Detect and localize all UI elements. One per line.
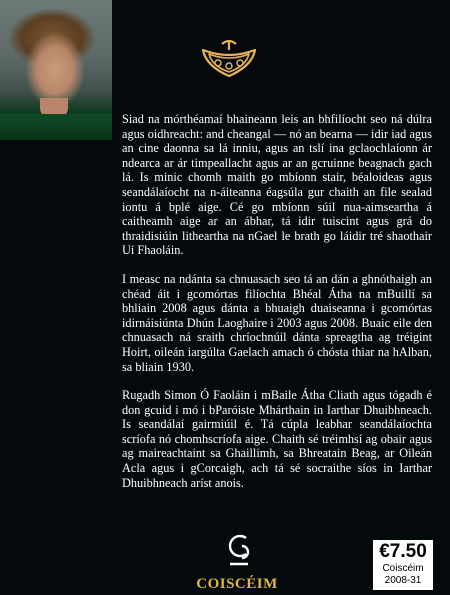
- price-value: €7.50: [379, 541, 427, 562]
- author-photo: [0, 0, 112, 140]
- blurb-paragraph-biography: Rugadh Simon Ó Faoláin i mBaile Átha Cliath agus tógadh é don gcuid i mó i bParóiste Mhárthain in Iarthar Dhuibhneach. Is seandálaí gairmiúil é. Tá cúpla leabhar seandálaíochta scríofa nó chomhscríofa aige. Chaith sé tréimhsí ag obair agus ag maireachtaint sa Ghaillimh, sa Bhreatain Beag, ar Oileán Acla agus i gCorcaigh, ach tá sé socraithe síos in Iarthar Dhuibhneach aríst anois.: [122, 388, 432, 490]
- author-photo-shirt: [0, 114, 112, 140]
- price-publisher: Coiscéim: [382, 563, 424, 574]
- coisceim-logo-icon: [226, 532, 252, 568]
- publisher-name: COISCÉIM: [196, 576, 278, 592]
- blurb-text: [122, 112, 432, 504]
- price-label: [373, 540, 433, 590]
- blurb-paragraph-themes: Siad na mórthéamaí bhaineann leis an bhfilíocht seo ná dúlra agus oidhreacht: and cheangal — nó an bearna — idir iad agus an cine daonna sa lá inniu, agus an tslí ina gclaochlaíonn ár ndearca ar ár timpeallacht agus ar an gcruinne beagnach gach lá. Is minic chomh maith go mbíonn stair, béaloideas agus seandálaíocht na n-áiteanna éagsúla gur chaith an file sealad iontu á bplé aige. Cé go mbíonn súil nua-aimseartha á caitheamh aige ar an ábhar, tá idir tuiscint agus grá do thraidisiúin litheartha na nGael le brath go láidir tré shaothair Uí Fhaoláin.: [122, 112, 432, 258]
- price-code: 2008-31: [384, 575, 422, 586]
- blurb-paragraph-contents: I measc na ndánta sa chnuasach seo tá an dán a ghnóthaigh an chéad áit i gcomórtas filíochta Bhéal Átha na mBuillí sa bhliain 2008 agus dánta a bhuaigh duaiseanna i gcomórtas idirnáisiúnta Dhún Laoghaire i 2003 agus 2008. Buaic eile den chnuasach ná sraith chríochnúil dánta spreagtha ag tréigint Hoirt, oileán iargúlta Gaelach amach ó chósta thiar na hAlban, sa bliain 1930.: [122, 271, 432, 374]
- celtic-boat-emblem-icon: [200, 36, 258, 80]
